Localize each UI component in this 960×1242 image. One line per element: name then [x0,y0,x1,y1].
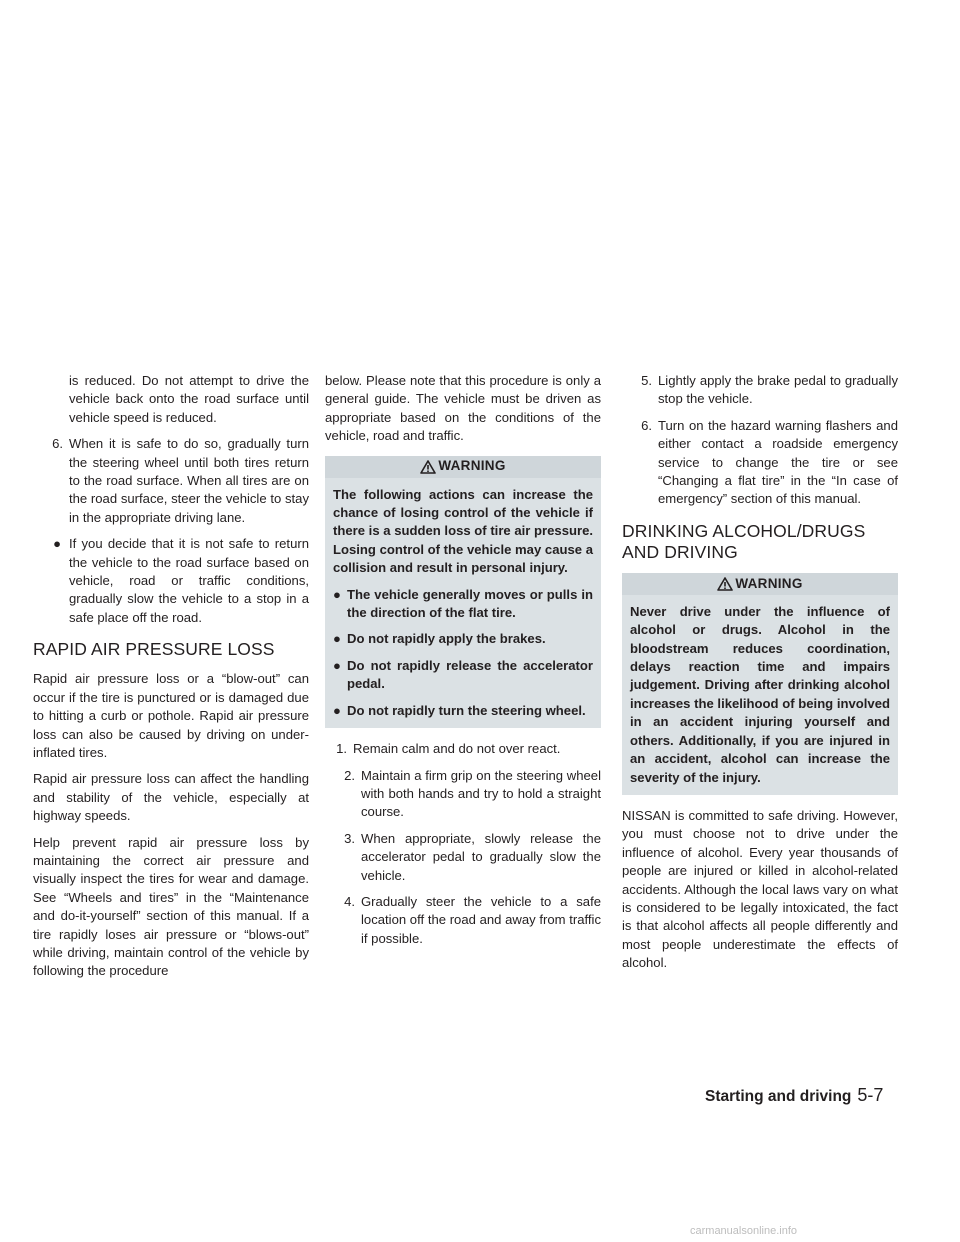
list-text: Turn on the hazard warning flashers and either contact a roadside emergency service to change the tire or see “Changing a flat tire” in the “In case of emergency” section of this manual. [658,417,898,507]
list-number: 2. [344,767,355,783]
warning-bullet [333,702,593,720]
warning-bullet-text: Do not rapidly release the accelerator pedal. [347,657,593,692]
warning-box [622,573,898,795]
paragraph: below. Please note that this procedure is only a general guide. The vehicle must be driven as appropriate based on the conditions of the vehicle, road and traffic. [325,373,601,444]
list-text: Lightly apply the brake pedal to gradually stop the vehicle. [658,373,898,407]
column-right [622,372,898,981]
list-text: Remain calm and do not over react. [353,741,561,757]
paragraph: Rapid air pressure loss can affect the handling and stability of the vehicle, especially at highway speeds. [33,771,309,824]
warning-title: WARNING [735,575,803,591]
bullet-icon: ● [333,657,341,673]
list-number: 6. [52,436,63,452]
bullet-icon: ● [333,702,341,718]
list-item [325,767,601,822]
list-number: 3. [344,830,355,846]
column-middle [325,372,601,956]
warning-header [325,456,601,478]
warning-bullet-text: Do not rapidly turn the steering wheel. [347,702,586,718]
warning-icon [717,577,733,591]
list-number: 4. [344,893,355,909]
section-heading-drinking-alcohol: DRINKING ALCOHOL/DRUGS AND DRIVING [622,520,866,562]
watermark: carmanualsonline.info [690,1225,798,1237]
paragraph: NISSAN is committed to safe driving. However, you must choose not to drive under the influence of alcohol. Every year thousands of people are injured or killed in alcohol-related accidents. Although the local laws vary on what is considered to be legally intoxicated, the fact is that alcohol affects all people differently and most people underestimate the effects of alcohol. [622,807,898,971]
section-name: Starting and driving [705,1088,852,1105]
list-item [325,830,601,885]
list-text: When appropriate, slowly release the accelerator pedal to gradually slow the vehicle. [361,830,601,883]
warning-bullet [333,657,593,694]
list-item [622,417,898,509]
warning-bullet [333,586,593,623]
bullet-item [33,535,309,627]
warning-box [325,456,601,728]
list-item [325,893,601,948]
list-text: Gradually steer the vehicle to a safe location off the road and away from traffic if possible. [361,893,601,946]
warning-header [622,573,898,595]
bullet-icon: ● [53,536,61,552]
bullet-icon: ● [333,586,341,602]
page-number: 5-7 [857,1085,884,1105]
warning-bullet-text: Do not rapidly apply the brakes. [347,631,546,647]
bullet-text: If you decide that it is not safe to return the vehicle to the road surface based on vehicle, road or traffic conditions, gradually slow the vehicle to a stop in a safe place off the road. [69,536,309,625]
paragraph: Rapid air pressure loss or a “blow-out” can occur if the tire is punctured or is damaged due to hitting a curb or pothole. Rapid air pressure loss can also be caused by driving on under-inflated tires. [33,671,309,760]
section-heading-rapid-air-pressure-loss: RAPID AIR PRESSURE LOSS [33,639,275,660]
list-text: Maintain a firm grip on the steering wheel with both hands and try to hold a straight course. [361,767,601,820]
paragraph: Help prevent rapid air pressure loss by maintaining the correct air pressure and visually inspect the tires for wear and damage. See “Wheels and tires” in the “Maintenance and do-it-yourself” section of this manual. If a tire rapidly loses air pressure or “blows-out” while driving, maintain control of the vehicle by following the procedure [33,834,309,979]
warning-title: WARNING [438,458,506,474]
list-number: 6. [641,417,652,433]
warning-bullet [333,630,593,648]
list-item [622,372,898,409]
list-number: 5. [641,373,652,388]
page-footer [705,1085,883,1106]
warning-text: Never drive under the influence of alcohol or drugs. Alcohol in the bloodstream reduces coordination, delays reaction time and impairs judgement. Driving after drinking alcohol increases the likelihood of being involved in an accident injuring yourself and others. Additionally, if you are injured in an accident, alcohol can increase the severity of the injury. [630,603,890,785]
list-text: When it is safe to do so, gradually turn the steering wheel until both tires return to the road surface. When all tires are on the road surface, steer the vehicle to stay in the appropriate driving lane. [69,436,309,525]
bullet-icon: ● [333,631,341,647]
paragraph-continued: is reduced. Do not attempt to drive the vehicle back onto the road surface until vehicle speed is reduced. [69,373,309,425]
list-item [325,740,601,758]
column-left [33,372,309,989]
warning-icon [420,460,436,474]
warning-intro: The following actions can increase the chance of losing control of the vehicle if there is a sudden loss of tire air pressure. Losing control of the vehicle may cause a collision and result in personal injury. [333,486,593,576]
list-number: 1. [336,741,347,757]
list-item-6 [33,435,309,527]
warning-bullet-text: The vehicle generally moves or pulls in the direction of the flat tire. [347,586,593,621]
